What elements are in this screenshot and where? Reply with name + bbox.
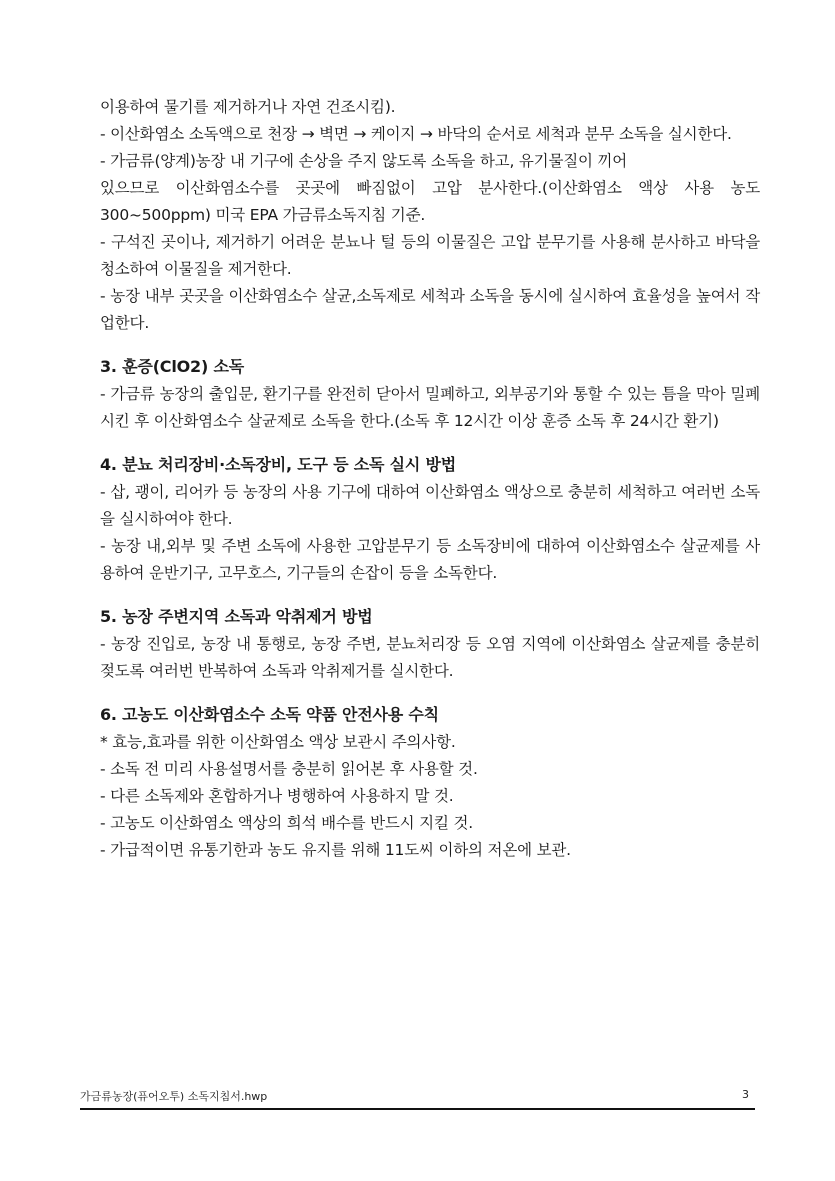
intro-paragraph: - 이산화염소 소독액으로 천장 → 벽면 → 케이지 → 바닥의 순서로 세척과 분무 소독을 실시한다. xyxy=(100,125,732,143)
section-6-paragraph: - 소독 전 미리 사용설명서를 충분히 읽어본 후 사용할 것. xyxy=(100,760,478,778)
section-6-paragraph: - 고농도 이산화염소 액상의 희석 배수를 반드시 지킬 것. xyxy=(100,814,473,832)
section-4-paragraph: - 농장 내,외부 및 주변 소독에 사용한 고압분무기 등 소독장비에 대하여 이산화염소수 살균제를 사용하여 운반기구, 고무호스, 기구들의 손잡이 등을 소독한다. xyxy=(100,537,760,582)
intro-paragraph: 있으므로 이산화염소수를 곳곳에 빠짐없이 고압 분사한다.(이산화염소 액상 사용 농도 300~500ppm) 미국 EPA 가금류소독지침 기준. xyxy=(100,179,760,224)
section-4-paragraph: - 삽, 괭이, 리어카 등 농장의 사용 기구에 대하여 이산화염소 액상으로 충분히 세척하고 여러번 소독을 실시하여야 한다. xyxy=(100,483,760,528)
section-6-paragraph: - 다른 소독제와 혼합하거나 병행하여 사용하지 말 것. xyxy=(100,787,454,805)
section-heading-3: 3. 훈증(ClO2) 소독 xyxy=(100,357,244,376)
section-heading-4: 4. 분뇨 처리장비·소독장비, 도구 등 소독 실시 방법 xyxy=(100,455,457,474)
section-3-paragraph: - 가금류 농장의 출입문, 환기구를 완전히 닫아서 밀폐하고, 외부공기와 통할 수 있는 틈을 막아 밀폐시킨 후 이산화염소수 살균제로 소독을 한다.(소독 후 12시간 이상 훈증 소독 후 24시간 환기) xyxy=(100,385,760,430)
intro-paragraph: - 구석진 곳이나, 제거하기 어려운 분뇨나 털 등의 이물질은 고압 분무기를 사용해 분사하고 바닥을 청소하여 이물질을 제거한다. xyxy=(100,233,760,278)
section-6-paragraph: - 가급적이면 유통기한과 농도 유지를 위해 11도씨 이하의 저온에 보관. xyxy=(100,841,571,859)
section-5-paragraph: - 농장 진입로, 농장 내 통행로, 농장 주변, 분뇨처리장 등 오염 지역에 이산화염소 살균제를 충분히 젖도록 여러번 반복하여 소독과 악취제거를 실시한다. xyxy=(100,635,760,680)
section-6-paragraph: * 효능,효과를 위한 이산화염소 액상 보관시 주의사항. xyxy=(100,733,456,751)
section-heading-6: 6. 고농도 이산화염소수 소독 약품 안전사용 수칙 xyxy=(100,705,439,724)
footer-divider xyxy=(80,1108,755,1110)
section-heading-5: 5. 농장 주변지역 소독과 악취제거 방법 xyxy=(100,607,373,626)
footer-filename: 가금류농장(퓨어오투) 소독지침서.hwp xyxy=(80,1090,268,1103)
footer-page-number: 3 xyxy=(742,1088,749,1101)
document-body xyxy=(100,94,760,864)
intro-paragraph: - 가금류(양계)농장 내 기구에 손상을 주지 않도록 소독을 하고, 유기물질이 끼어 xyxy=(100,152,628,170)
intro-paragraph: 이용하여 물기를 제거하거나 자연 건조시킴). xyxy=(100,98,396,116)
intro-paragraph: - 농장 내부 곳곳을 이산화염소수 살균,소독제로 세척과 소독을 동시에 실시하여 효율성을 높여서 작업한다. xyxy=(100,287,760,332)
